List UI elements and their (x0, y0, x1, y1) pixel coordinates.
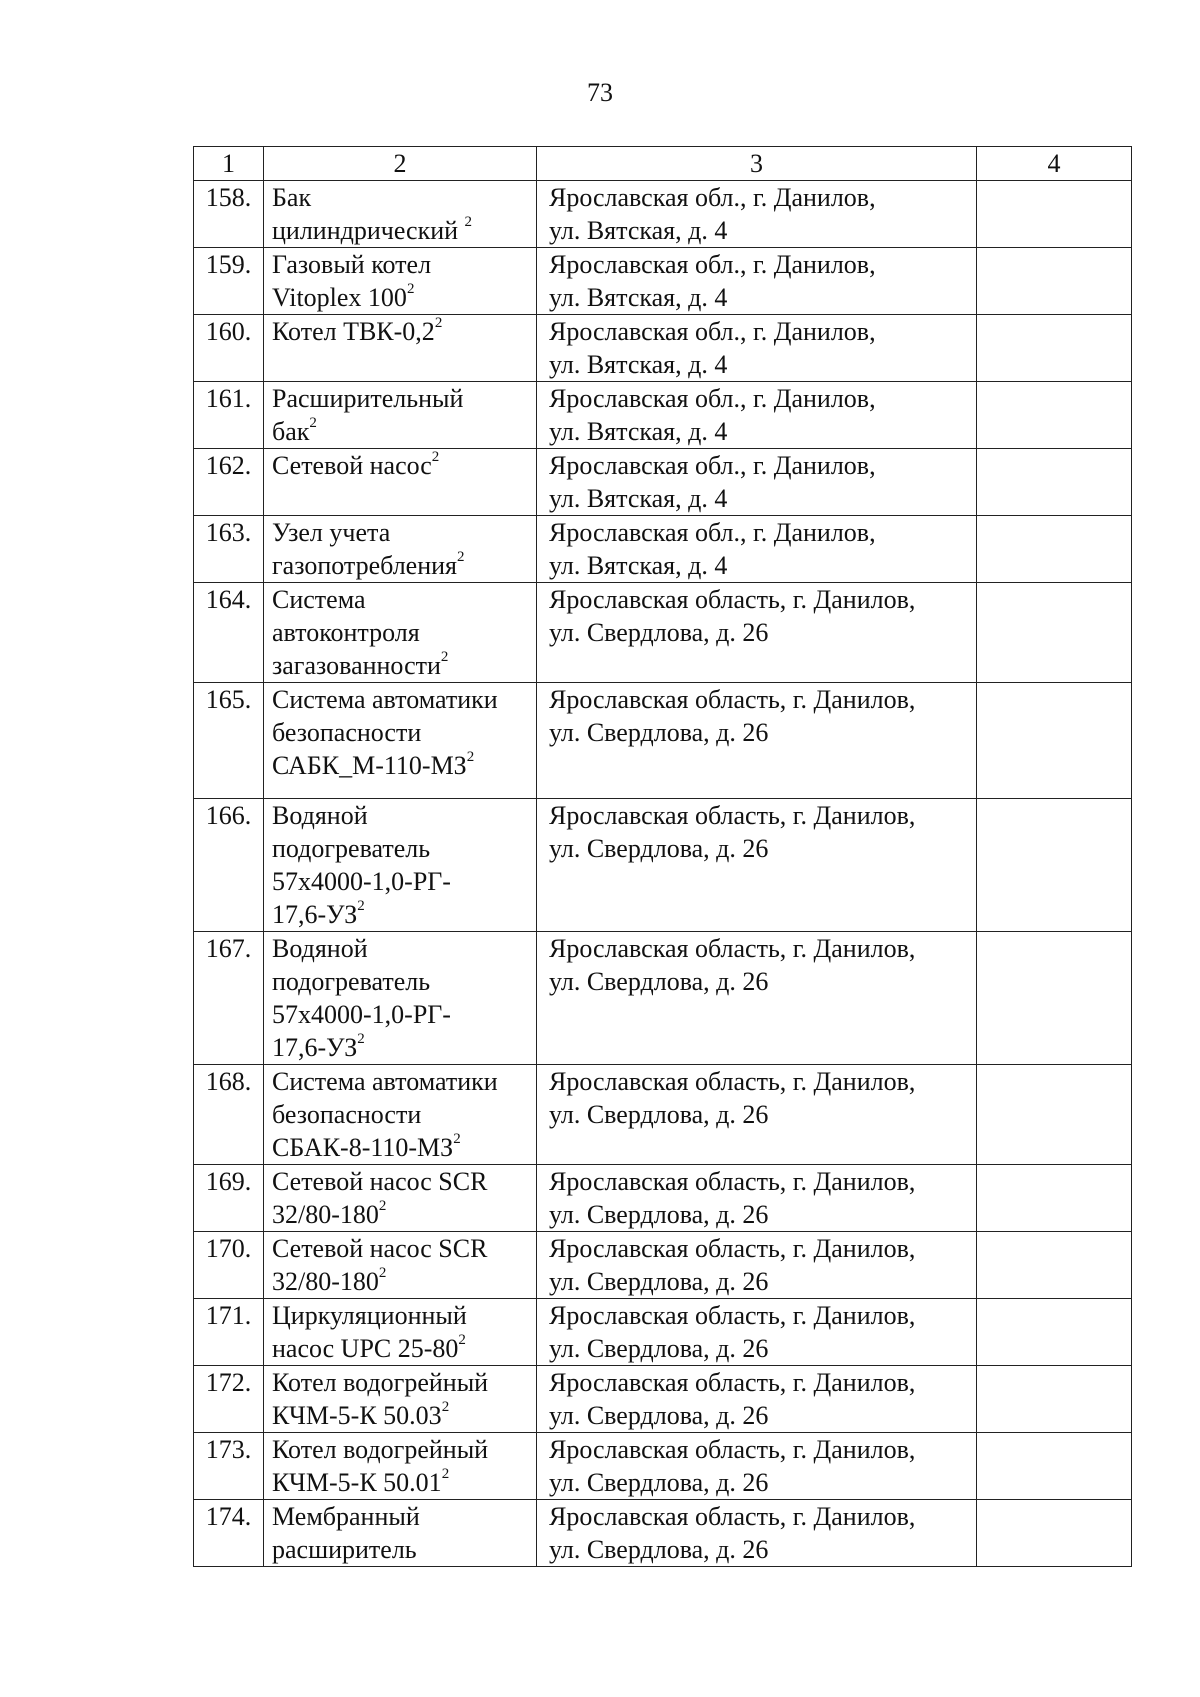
row-number: 166. (194, 799, 264, 932)
equipment-name: Система автоматики безопасности САБК_М-110-МЗ (272, 685, 498, 780)
footnote-marker: 2 (453, 1131, 461, 1148)
address-cell: Ярославская область, г. Данилов, ул. Свердлова, д. 26 (537, 1299, 977, 1366)
equipment-name: Сетевой насос (272, 451, 432, 480)
table-row (194, 181, 1132, 248)
footnote-marker: 2 (378, 1198, 387, 1215)
column-4-cell (977, 1299, 1132, 1366)
column-4-cell (977, 181, 1132, 248)
equipment-name: Циркуляционный насос UPC 25-80 (272, 1301, 467, 1363)
column-4-cell (977, 1366, 1132, 1433)
table-row (194, 932, 1132, 1065)
column-4-cell (977, 932, 1132, 1065)
column-4-cell (977, 583, 1132, 683)
table-row (194, 1065, 1132, 1165)
table-row (194, 1299, 1132, 1366)
equipment-name: Котел ТВК-0,2 (272, 317, 435, 346)
column-4-cell (977, 382, 1132, 449)
header-cell-4: 4 (977, 147, 1132, 181)
equipment-name-cell (264, 516, 537, 583)
equipment-name: Сетевой насос SCR 32/80-180 (272, 1234, 488, 1296)
footnote-marker: 2 (441, 1466, 450, 1483)
equipment-name-cell (264, 932, 537, 1065)
table-header-row (194, 147, 1132, 181)
equipment-name: Узел учета газопотребления (272, 518, 457, 580)
equipment-name-cell (264, 1065, 537, 1165)
address-cell: Ярославская область, г. Данилов, ул. Свердлова, д. 26 (537, 932, 977, 1065)
address-cell: Ярославская обл., г. Данилов, ул. Вятская, д. 4 (537, 181, 977, 248)
footnote-marker: 2 (441, 1399, 450, 1416)
address-cell: Ярославская область, г. Данилов, ул. Свердлова, д. 26 (537, 1433, 977, 1500)
table-row (194, 799, 1132, 932)
address-cell: Ярославская область, г. Данилов, ул. Свердлова, д. 26 (537, 1065, 977, 1165)
header-cell-2: 2 (264, 147, 537, 181)
table-row (194, 1433, 1132, 1500)
table-row (194, 248, 1132, 315)
footnote-marker: 2 (458, 1332, 466, 1349)
equipment-name: Система автоматики безопасности СБАК-8-110-МЗ (272, 1067, 498, 1162)
equipment-name: Расширительный бак (272, 384, 464, 446)
equipment-name-cell (264, 1433, 537, 1500)
equipment-name: Водяной подогреватель 57х4000-1,0-РГ- 17,6-УЗ (272, 801, 451, 929)
row-number: 165. (194, 683, 264, 799)
footnote-marker: 2 (464, 214, 473, 231)
row-number: 169. (194, 1165, 264, 1232)
address-cell: Ярославская обл., г. Данилов, ул. Вятская, д. 4 (537, 382, 977, 449)
registry-table (193, 146, 1132, 1567)
row-number: 163. (194, 516, 264, 583)
column-4-cell (977, 799, 1132, 932)
footnote-marker: 2 (309, 415, 317, 432)
column-4-cell (977, 683, 1132, 799)
equipment-name-cell (264, 1165, 537, 1232)
row-number: 173. (194, 1433, 264, 1500)
equipment-name-cell (264, 382, 537, 449)
footnote-marker: 2 (406, 281, 415, 298)
address-cell: Ярославская область, г. Данилов, ул. Свердлова, д. 26 (537, 583, 977, 683)
address-cell: Ярославская область, г. Данилов, ул. Свердлова, д. 26 (537, 1366, 977, 1433)
row-number: 162. (194, 449, 264, 516)
address-cell: Ярославская область, г. Данилов, ул. Свердлова, д. 26 (537, 1500, 977, 1567)
row-number: 164. (194, 583, 264, 683)
equipment-name: Котел водогрейный КЧМ-5-К 50.03 (272, 1368, 489, 1430)
row-number: 168. (194, 1065, 264, 1165)
table-row (194, 449, 1132, 516)
equipment-name: Система автоконтроля загазованности (272, 585, 441, 680)
address-cell: Ярославская обл., г. Данилов, ул. Вятская, д. 4 (537, 449, 977, 516)
column-4-cell (977, 1232, 1132, 1299)
equipment-name: Водяной подогреватель 57х4000-1,0-РГ- 17,6-УЗ (272, 934, 451, 1062)
equipment-name: Газовый котел Vitoplex 100 (272, 250, 432, 312)
equipment-name: Котел водогрейный КЧМ-5-К 50.01 (272, 1435, 489, 1497)
column-4-cell (977, 315, 1132, 382)
equipment-name-cell (264, 181, 537, 248)
header-cell-1: 1 (194, 147, 264, 181)
table-row (194, 315, 1132, 382)
equipment-name-cell (264, 1500, 537, 1567)
equipment-name-cell (264, 248, 537, 315)
equipment-name-cell (264, 799, 537, 932)
address-cell: Ярославская область, г. Данилов, ул. Свердлова, д. 26 (537, 1232, 977, 1299)
footnote-marker: 2 (466, 749, 475, 766)
header-cell-3: 3 (537, 147, 977, 181)
column-4-cell (977, 1065, 1132, 1165)
table-row (194, 683, 1132, 799)
footnote-marker: 2 (434, 315, 443, 332)
footnote-marker: 2 (357, 898, 365, 915)
table-row (194, 1500, 1132, 1567)
address-cell: Ярославская обл., г. Данилов, ул. Вятская, д. 4 (537, 315, 977, 382)
row-number: 172. (194, 1366, 264, 1433)
column-4-cell (977, 516, 1132, 583)
equipment-name-cell (264, 1232, 537, 1299)
equipment-name-cell (264, 1299, 537, 1366)
row-number: 158. (194, 181, 264, 248)
footnote-marker: 2 (431, 449, 440, 466)
footnote-marker: 2 (378, 1265, 387, 1282)
equipment-name-cell (264, 1366, 537, 1433)
row-number: 167. (194, 932, 264, 1065)
table-row (194, 1165, 1132, 1232)
equipment-name: Бак цилиндрический (272, 183, 459, 245)
address-cell: Ярославская область, г. Данилов, ул. Свердлова, д. 26 (537, 683, 977, 799)
table-row (194, 1366, 1132, 1433)
table-row (194, 382, 1132, 449)
column-4-cell (977, 248, 1132, 315)
equipment-name: Мембранный расширитель (272, 1502, 420, 1564)
column-4-cell (977, 449, 1132, 516)
equipment-name-cell (264, 583, 537, 683)
address-cell: Ярославская область, г. Данилов, ул. Свердлова, д. 26 (537, 1165, 977, 1232)
row-number: 171. (194, 1299, 264, 1366)
page-number: 73 (587, 78, 613, 107)
row-number: 161. (194, 382, 264, 449)
row-number: 160. (194, 315, 264, 382)
address-cell: Ярославская обл., г. Данилов, ул. Вятская, д. 4 (537, 516, 977, 583)
column-4-cell (977, 1165, 1132, 1232)
table-row (194, 583, 1132, 683)
footnote-marker: 2 (457, 549, 465, 566)
address-cell: Ярославская область, г. Данилов, ул. Свердлова, д. 26 (537, 799, 977, 932)
address-cell: Ярославская обл., г. Данилов, ул. Вятская, д. 4 (537, 248, 977, 315)
equipment-name-cell (264, 315, 537, 382)
footnote-marker: 2 (357, 1031, 365, 1048)
table-row (194, 516, 1132, 583)
column-4-cell (977, 1433, 1132, 1500)
table-row (194, 1232, 1132, 1299)
footnote-marker: 2 (440, 649, 449, 666)
equipment-name: Сетевой насос SCR 32/80-180 (272, 1167, 488, 1229)
row-number: 174. (194, 1500, 264, 1567)
column-4-cell (977, 1500, 1132, 1567)
equipment-name-cell (264, 683, 537, 799)
row-number: 170. (194, 1232, 264, 1299)
equipment-name-cell (264, 449, 537, 516)
row-number: 159. (194, 248, 264, 315)
